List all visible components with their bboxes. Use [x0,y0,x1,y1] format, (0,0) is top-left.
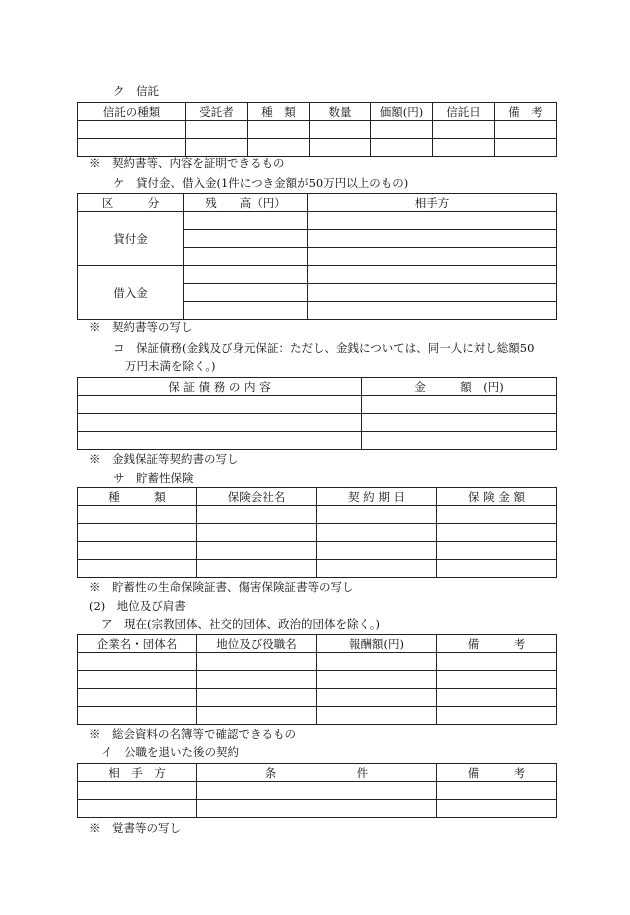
guarantee-header-amount: 金 額 (円) [362,378,557,396]
table-row [78,542,557,560]
savings-title: サ 貯蓄性保険 [113,471,194,485]
trust-header-quantity: 数量 [310,103,371,121]
loans-group-lending: 貸付金 [78,212,184,266]
loans-group-borrowing: 借入金 [78,266,184,320]
loans-note: ※ 契約書等の写し [89,320,193,334]
contracts-header-remarks: 備 考 [437,764,557,782]
table-row [78,524,557,542]
trust-header-date: 信託日 [433,103,495,121]
position-note: ※ 総会資料の名簿等で確認できるもの [89,727,296,741]
savings-header-kind: 種 類 [78,488,197,506]
position-title: ア 現在(宗教団体、社交的団体、政治的団体を除く。) [101,617,380,631]
contracts-header-conditions: 条 件 [197,764,437,782]
savings-table [77,487,557,578]
guarantee-note: ※ 金銭保証等契約書の写し [89,452,239,466]
position-table [77,634,557,725]
savings-header-contract-date: 契 約 期 日 [317,488,437,506]
contracts-title: イ 公職を退いた後の契約 [101,745,239,759]
contracts-header-counterparty: 相 手 方 [78,764,197,782]
contracts-table [77,763,557,818]
table-row [78,671,557,689]
guarantee-table [77,377,557,450]
table-row [78,139,557,157]
table-row [78,506,557,524]
savings-header-insured-amount: 保 険 金 額 [437,488,557,506]
table-row [78,782,557,800]
loans-header-balance: 残 高（円） [184,194,308,212]
loans-header-category: 区 分 [78,194,184,212]
table-row [78,121,557,139]
savings-note: ※ 貯蓄性の生命保険証書、傷害保険証書等の写し [89,580,354,594]
trust-header-remarks: 備 考 [495,103,557,121]
trust-note: ※ 契約書等、内容を証明できるもの [89,156,285,170]
table-row [78,432,557,450]
position-heading: (2) 地位及び肩書 [89,599,186,613]
position-header-role: 地位及び役職名 [197,635,317,653]
guarantee-header-content: 保 証 債 務 の 内 容 [78,378,362,396]
table-row [78,266,557,284]
trust-header-value: 価額(円) [371,103,433,121]
guarantee-title-line2: 万円未満を除く。) [125,359,216,373]
loans-header-counterparty: 相手方 [308,194,557,212]
trust-header-kind: 種 類 [248,103,310,121]
table-row [78,800,557,818]
trust-title: ク 信託 [113,84,159,98]
table-row [78,396,557,414]
table-row [78,707,557,725]
guarantee-title-line1: コ 保証債務(金銭及び身元保証：ただし、金銭については、同一人に対し総額50 [113,341,535,355]
position-header-remarks: 備 考 [437,635,557,653]
position-header-compensation: 報酬額(円) [317,635,437,653]
table-row [78,212,557,230]
trust-table [77,102,557,157]
savings-header-insurer: 保険会社名 [197,488,317,506]
loans-title: ケ 貸付金、借入金(1件につき金額が50万円以上のもの) [113,176,409,190]
table-row [78,689,557,707]
loans-table [77,193,557,320]
trust-header-type: 信託の種類 [78,103,186,121]
table-row [78,653,557,671]
table-row [78,414,557,432]
trust-header-trustee: 受託者 [186,103,248,121]
position-header-organization: 企業名・団体名 [78,635,197,653]
table-row [78,560,557,578]
contracts-note: ※ 覚書等の写し [89,821,181,835]
